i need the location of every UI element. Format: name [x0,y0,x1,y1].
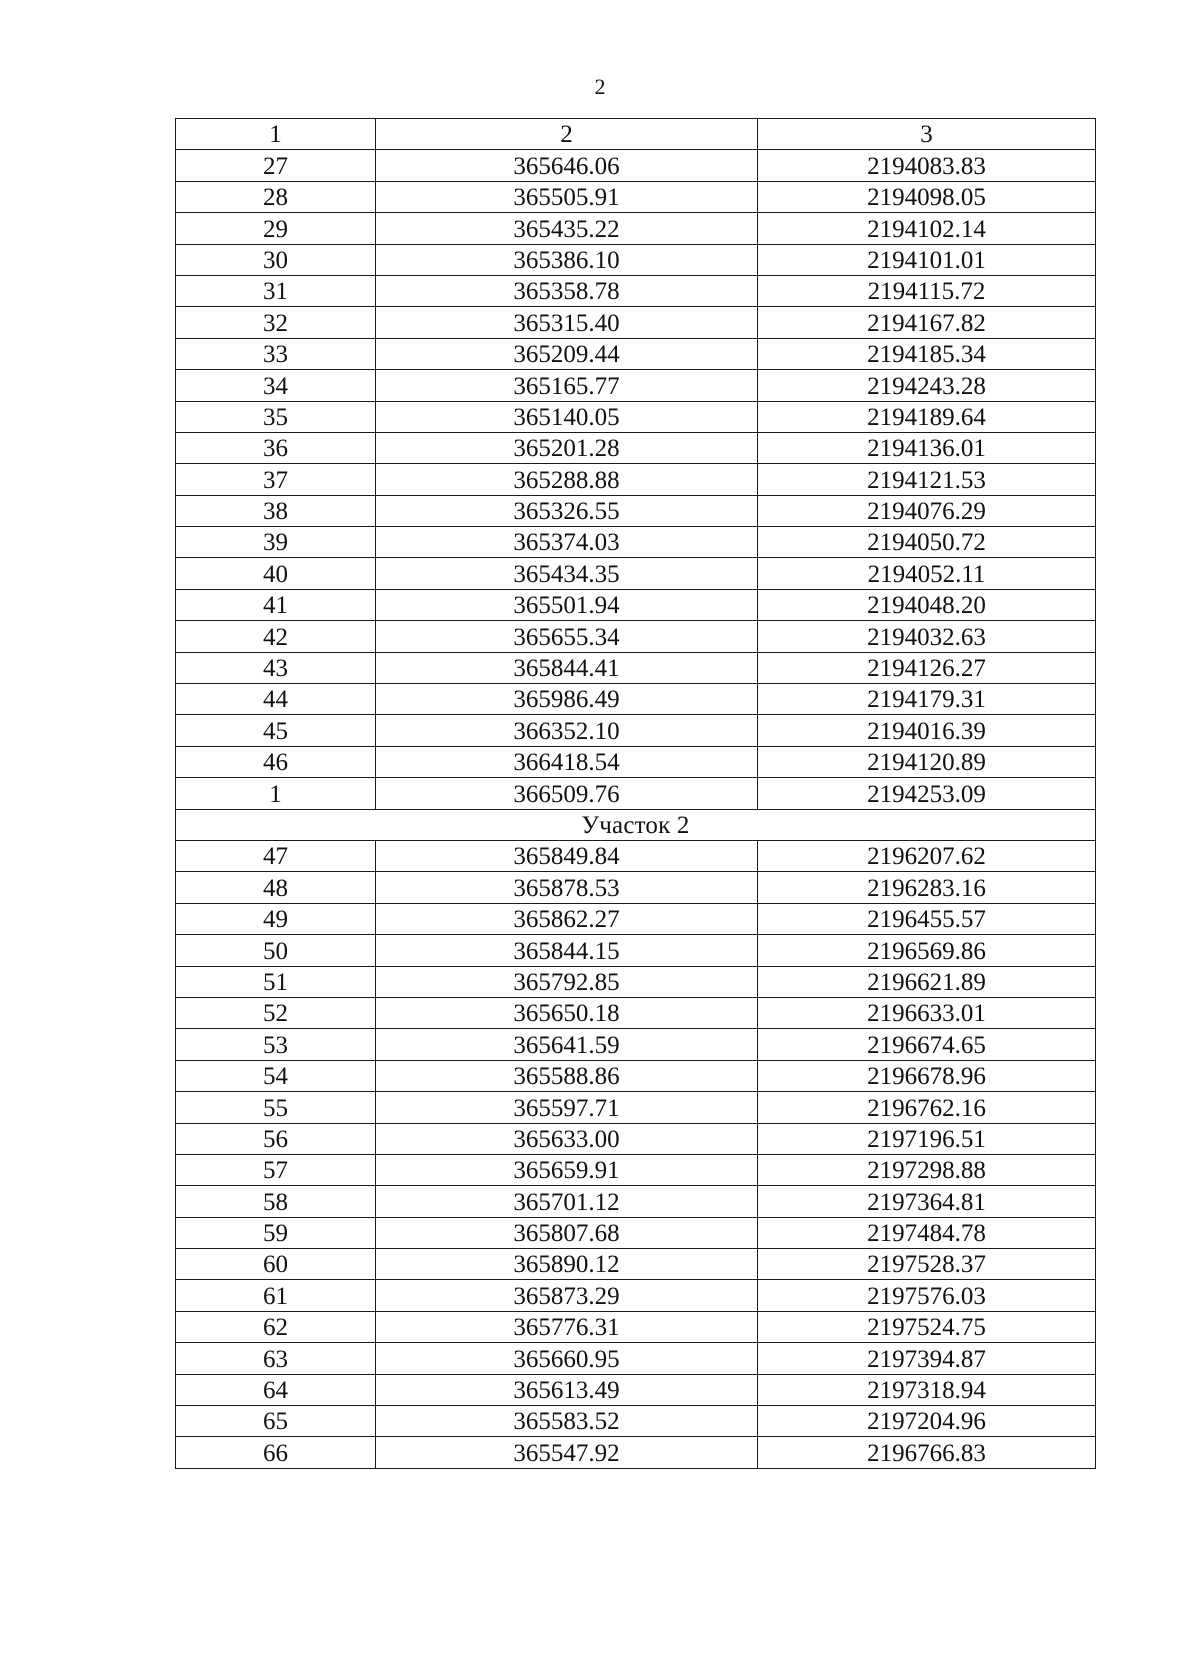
coordinate-x-cell: 365505.91 [376,181,758,212]
table-row [176,621,1096,652]
coordinate-y-cell: 2196766.83 [758,1437,1096,1468]
coordinate-y-cell: 2194098.05 [758,181,1096,212]
coordinate-y-cell: 2197364.81 [758,1186,1096,1217]
point-number-cell: 38 [176,495,376,526]
section-row [176,809,1096,840]
coordinate-y-cell: 2197484.78 [758,1217,1096,1248]
point-number-cell: 60 [176,1249,376,1280]
header-cell-1: 1 [176,119,376,150]
coordinate-x-cell: 365650.18 [376,997,758,1028]
point-number-cell: 64 [176,1374,376,1405]
header-cell-2: 2 [376,119,758,150]
coordinate-x-cell: 365646.06 [376,150,758,181]
table-row [176,338,1096,369]
section-row-group [176,809,1096,840]
coordinate-y-cell: 2196207.62 [758,840,1096,871]
table-row [176,1029,1096,1060]
coordinate-y-cell: 2197318.94 [758,1374,1096,1405]
point-number-cell: 62 [176,1311,376,1342]
point-number-cell: 65 [176,1406,376,1437]
coordinate-y-cell: 2197528.37 [758,1249,1096,1280]
table-row [176,181,1096,212]
table-row [176,935,1096,966]
coordinate-x-cell: 365201.28 [376,432,758,463]
table-row [176,370,1096,401]
point-number-cell: 58 [176,1186,376,1217]
coordinate-y-cell: 2196678.96 [758,1060,1096,1091]
table-row [176,1249,1096,1280]
coordinate-y-cell: 2194179.31 [758,684,1096,715]
coordinate-x-cell: 365890.12 [376,1249,758,1280]
coordinate-x-cell: 365386.10 [376,244,758,275]
point-number-cell: 44 [176,684,376,715]
coordinate-x-cell: 365641.59 [376,1029,758,1060]
table-row [176,275,1096,306]
coordinate-x-cell: 365849.84 [376,840,758,871]
point-number-cell: 41 [176,589,376,620]
header-cell-3: 3 [758,119,1096,150]
point-number-cell: 51 [176,966,376,997]
coordinate-y-cell: 2196621.89 [758,966,1096,997]
coordinate-y-cell: 2197196.51 [758,1123,1096,1154]
coordinate-y-cell: 2196455.57 [758,903,1096,934]
table-row [176,1311,1096,1342]
table-row [176,244,1096,275]
coordinate-x-cell: 365862.27 [376,903,758,934]
point-number-cell: 42 [176,621,376,652]
table-body-part2 [176,840,1096,1468]
coordinate-x-cell: 365844.15 [376,935,758,966]
point-number-cell: 61 [176,1280,376,1311]
coordinate-y-cell: 2197576.03 [758,1280,1096,1311]
table-row [176,432,1096,463]
table-row [176,464,1096,495]
coordinate-x-cell: 366509.76 [376,778,758,809]
coordinate-x-cell: 365374.03 [376,527,758,558]
coordinate-x-cell: 365288.88 [376,464,758,495]
coordinate-x-cell: 365315.40 [376,307,758,338]
table-row [176,150,1096,181]
coordinate-y-cell: 2194167.82 [758,307,1096,338]
coordinate-x-cell: 365873.29 [376,1280,758,1311]
point-number-cell: 53 [176,1029,376,1060]
coordinate-y-cell: 2194016.39 [758,715,1096,746]
table-row [176,1280,1096,1311]
coordinate-x-cell: 365659.91 [376,1154,758,1185]
coordinate-y-cell: 2196674.65 [758,1029,1096,1060]
table-row [176,997,1096,1028]
table-body-part1 [176,150,1096,809]
point-number-cell: 47 [176,840,376,871]
coordinate-y-cell: 2196569.86 [758,935,1096,966]
coordinate-x-cell: 365435.22 [376,213,758,244]
coordinate-x-cell: 365613.49 [376,1374,758,1405]
point-number-cell: 57 [176,1154,376,1185]
point-number-cell: 1 [176,778,376,809]
coordinate-x-cell: 365588.86 [376,1060,758,1091]
point-number-cell: 28 [176,181,376,212]
table-row [176,903,1096,934]
coordinate-y-cell: 2194126.27 [758,652,1096,683]
coordinate-x-cell: 365140.05 [376,401,758,432]
coordinate-y-cell: 2194083.83 [758,150,1096,181]
coordinate-y-cell: 2194120.89 [758,746,1096,777]
table-row [176,527,1096,558]
coordinate-x-cell: 365209.44 [376,338,758,369]
point-number-cell: 59 [176,1217,376,1248]
point-number-cell: 49 [176,903,376,934]
coordinate-y-cell: 2194121.53 [758,464,1096,495]
table-row [176,872,1096,903]
table-row [176,213,1096,244]
coordinate-x-cell: 365501.94 [376,589,758,620]
coordinate-x-cell: 365844.41 [376,652,758,683]
point-number-cell: 27 [176,150,376,181]
point-number-cell: 32 [176,307,376,338]
coordinate-y-cell: 2194101.01 [758,244,1096,275]
point-number-cell: 37 [176,464,376,495]
table-row [176,840,1096,871]
point-number-cell: 56 [176,1123,376,1154]
coordinate-y-cell: 2194243.28 [758,370,1096,401]
table-row [176,401,1096,432]
coordinate-y-cell: 2194048.20 [758,589,1096,620]
table-row [176,1060,1096,1091]
point-number-cell: 63 [176,1343,376,1374]
point-number-cell: 45 [176,715,376,746]
coordinate-y-cell: 2194115.72 [758,275,1096,306]
table-row [176,684,1096,715]
coordinate-x-cell: 365165.77 [376,370,758,401]
coordinate-x-cell: 365434.35 [376,558,758,589]
coordinate-x-cell: 366352.10 [376,715,758,746]
point-number-cell: 34 [176,370,376,401]
point-number-cell: 66 [176,1437,376,1468]
point-number-cell: 36 [176,432,376,463]
coordinate-x-cell: 365807.68 [376,1217,758,1248]
coordinate-x-cell: 365326.55 [376,495,758,526]
table-row [176,1437,1096,1468]
coordinate-y-cell: 2194050.72 [758,527,1096,558]
table-row [176,307,1096,338]
point-number-cell: 31 [176,275,376,306]
point-number-cell: 39 [176,527,376,558]
table-row [176,1092,1096,1123]
coordinate-y-cell: 2194136.01 [758,432,1096,463]
coordinates-table [175,118,1096,1469]
coordinate-y-cell: 2194189.64 [758,401,1096,432]
point-number-cell: 48 [176,872,376,903]
coordinate-x-cell: 365776.31 [376,1311,758,1342]
coordinate-x-cell: 365583.52 [376,1406,758,1437]
table-header-row [176,119,1096,150]
coordinate-x-cell: 365547.92 [376,1437,758,1468]
table-row [176,966,1096,997]
page-number: 2 [594,74,606,99]
point-number-cell: 55 [176,1092,376,1123]
point-number-cell: 30 [176,244,376,275]
table-row [176,778,1096,809]
coordinate-x-cell: 365633.00 [376,1123,758,1154]
coordinate-x-cell: 365358.78 [376,275,758,306]
point-number-cell: 33 [176,338,376,369]
table-row [176,495,1096,526]
table-row [176,652,1096,683]
coordinate-x-cell: 365597.71 [376,1092,758,1123]
coordinate-x-cell: 365878.53 [376,872,758,903]
coordinate-x-cell: 365792.85 [376,966,758,997]
point-number-cell: 43 [176,652,376,683]
point-number-cell: 40 [176,558,376,589]
table-row [176,1374,1096,1405]
table-row [176,1123,1096,1154]
coordinate-y-cell: 2194102.14 [758,213,1096,244]
coordinate-y-cell: 2197524.75 [758,1311,1096,1342]
coordinate-y-cell: 2194032.63 [758,621,1096,652]
table-row [176,589,1096,620]
coordinate-y-cell: 2194076.29 [758,495,1096,526]
coordinate-y-cell: 2197204.96 [758,1406,1096,1437]
table-row [176,1154,1096,1185]
coordinate-x-cell: 365986.49 [376,684,758,715]
table-row [176,715,1096,746]
coordinate-x-cell: 365701.12 [376,1186,758,1217]
table-row [176,746,1096,777]
coordinate-y-cell: 2196762.16 [758,1092,1096,1123]
point-number-cell: 50 [176,935,376,966]
coordinate-y-cell: 2194253.09 [758,778,1096,809]
table-row [176,1186,1096,1217]
point-number-cell: 29 [176,213,376,244]
table-row [176,558,1096,589]
table-row [176,1343,1096,1374]
table-row [176,1406,1096,1437]
coordinate-y-cell: 2196633.01 [758,997,1096,1028]
coordinate-x-cell: 366418.54 [376,746,758,777]
point-number-cell: 46 [176,746,376,777]
table-row [176,1217,1096,1248]
coordinate-y-cell: 2194052.11 [758,558,1096,589]
coordinate-x-cell: 365655.34 [376,621,758,652]
point-number-cell: 52 [176,997,376,1028]
point-number-cell: 35 [176,401,376,432]
coordinate-y-cell: 2194185.34 [758,338,1096,369]
coordinate-y-cell: 2197298.88 [758,1154,1096,1185]
section-title: Участок 2 [176,809,1096,840]
coordinate-y-cell: 2197394.87 [758,1343,1096,1374]
coordinate-x-cell: 365660.95 [376,1343,758,1374]
point-number-cell: 54 [176,1060,376,1091]
coordinate-y-cell: 2196283.16 [758,872,1096,903]
